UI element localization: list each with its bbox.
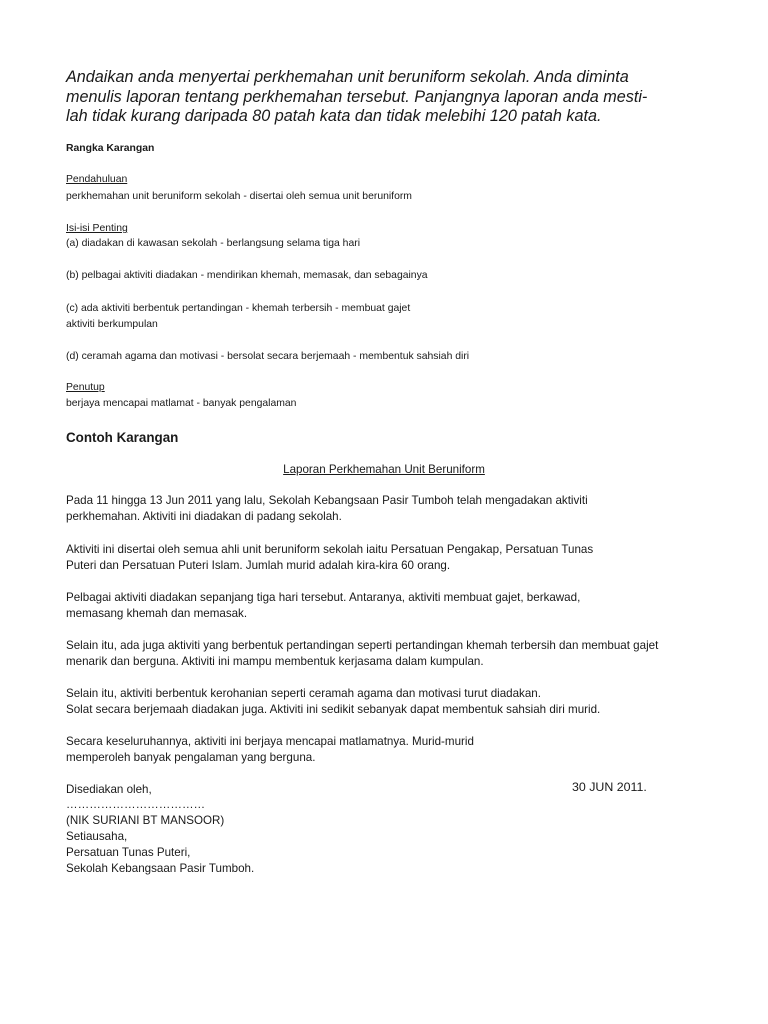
paragraph-line: perkhemahan. Aktiviti ini diadakan di padang sekolah. bbox=[66, 510, 342, 523]
paragraph-line: Pelbagai aktiviti diadakan sepanjang tiga hari tersebut. Antaranya, aktiviti membuat gajet, berkawad, bbox=[66, 591, 581, 604]
paragraph bbox=[66, 542, 593, 574]
signature-block bbox=[66, 797, 254, 877]
prepared-by-label: Disediakan oleh, bbox=[66, 783, 152, 796]
paragraph bbox=[66, 590, 580, 622]
signer-school: Sekolah Kebangsaan Pasir Tumboh. bbox=[66, 862, 255, 875]
point-a: (a) diadakan di kawasan sekolah - berlangsung selama tiga hari bbox=[66, 238, 360, 249]
signer-name: (NIK SURIANI BT MANSOOR) bbox=[66, 814, 225, 827]
prompt-line: menulis laporan tentang perkhemahan tersebut. Panjangnya laporan anda mesti- bbox=[66, 87, 648, 106]
signature-line: ……………………………… bbox=[66, 798, 206, 811]
report-title: Laporan Perkhemahan Unit Beruniform bbox=[283, 463, 485, 476]
prompt-line: Andaikan anda menyertai perkhemahan unit beruniform sekolah. Anda diminta bbox=[66, 68, 629, 86]
point-c-cont: aktiviti berkumpulan bbox=[66, 319, 158, 330]
paragraph-line: Selain itu, aktiviti berbentuk kerohanian seperti ceramah agama dan motivasi turut diadakan. bbox=[66, 687, 541, 700]
point-c: (c) ada aktiviti berbentuk pertandingan - khemah terbersih - membuat gajet bbox=[66, 303, 411, 314]
section-intro-text: perkhemahan unit beruniform sekolah - disertai oleh semua unit beruniform bbox=[66, 191, 412, 202]
paragraph-line: Puteri dan Persatuan Puteri Islam. Jumlah murid adalah kira-kira 60 orang. bbox=[66, 559, 451, 572]
example-heading: Contoh Karangan bbox=[66, 430, 179, 445]
paragraph bbox=[66, 493, 588, 525]
signer-organization: Persatuan Tunas Puteri, bbox=[66, 846, 191, 859]
prompt-line: lah tidak kurang daripada 80 patah kata dan tidak melebihi 120 patah kata. bbox=[66, 107, 602, 125]
signer-position: Setiausaha, bbox=[66, 830, 128, 843]
report-date: 30 JUN 2011. bbox=[572, 780, 647, 794]
paragraph-line: Aktiviti ini disertai oleh semua ahli unit beruniform sekolah iaitu Persatuan Pengakap, Persatuan Tunas bbox=[66, 543, 594, 556]
paragraph bbox=[66, 734, 474, 766]
point-b: (b) pelbagai aktiviti diadakan - mendirikan khemah, memasak, dan sebagainya bbox=[66, 270, 428, 281]
paragraph-line: Selain itu, ada juga aktiviti yang berbentuk pertandingan seperti pertandingan khemah terbersih dan membuat gajet bbox=[66, 639, 659, 652]
task-prompt bbox=[66, 68, 726, 127]
paragraph-line: Secara keseluruhannya, aktiviti ini berjaya mencapai matlamatnya. Murid-murid bbox=[66, 735, 474, 748]
paragraph-line: Solat secara berjemaah diadakan juga. Aktiviti ini sedikit sebanyak dapat membentuk sahsiah diri murid. bbox=[66, 703, 601, 716]
paragraph-line: menarik dan berguna. Aktiviti ini mampu membentuk kerjasama dalam kumpulan. bbox=[66, 655, 484, 668]
point-d: (d) ceramah agama dan motivasi - bersolat secara berjemaah - membentuk sahsiah diri bbox=[66, 351, 470, 362]
section-intro-heading: Pendahuluan bbox=[66, 174, 128, 185]
section-points-heading: Isi-isi Penting bbox=[66, 223, 128, 234]
paragraph-line: memperoleh banyak pengalaman yang berguna. bbox=[66, 751, 316, 764]
section-closing-text: berjaya mencapai matlamat - banyak pengalaman bbox=[66, 398, 297, 409]
paragraph bbox=[66, 686, 600, 718]
paragraph-line: memasang khemah dan memasak. bbox=[66, 607, 248, 620]
paragraph-line: Pada 11 hingga 13 Jun 2011 yang lalu, Sekolah Kebangsaan Pasir Tumboh telah mengadakan aktiviti bbox=[66, 494, 588, 507]
section-closing-heading: Penutup bbox=[66, 382, 105, 393]
paragraph bbox=[66, 638, 658, 670]
outline-heading: Rangka Karangan bbox=[66, 143, 155, 154]
